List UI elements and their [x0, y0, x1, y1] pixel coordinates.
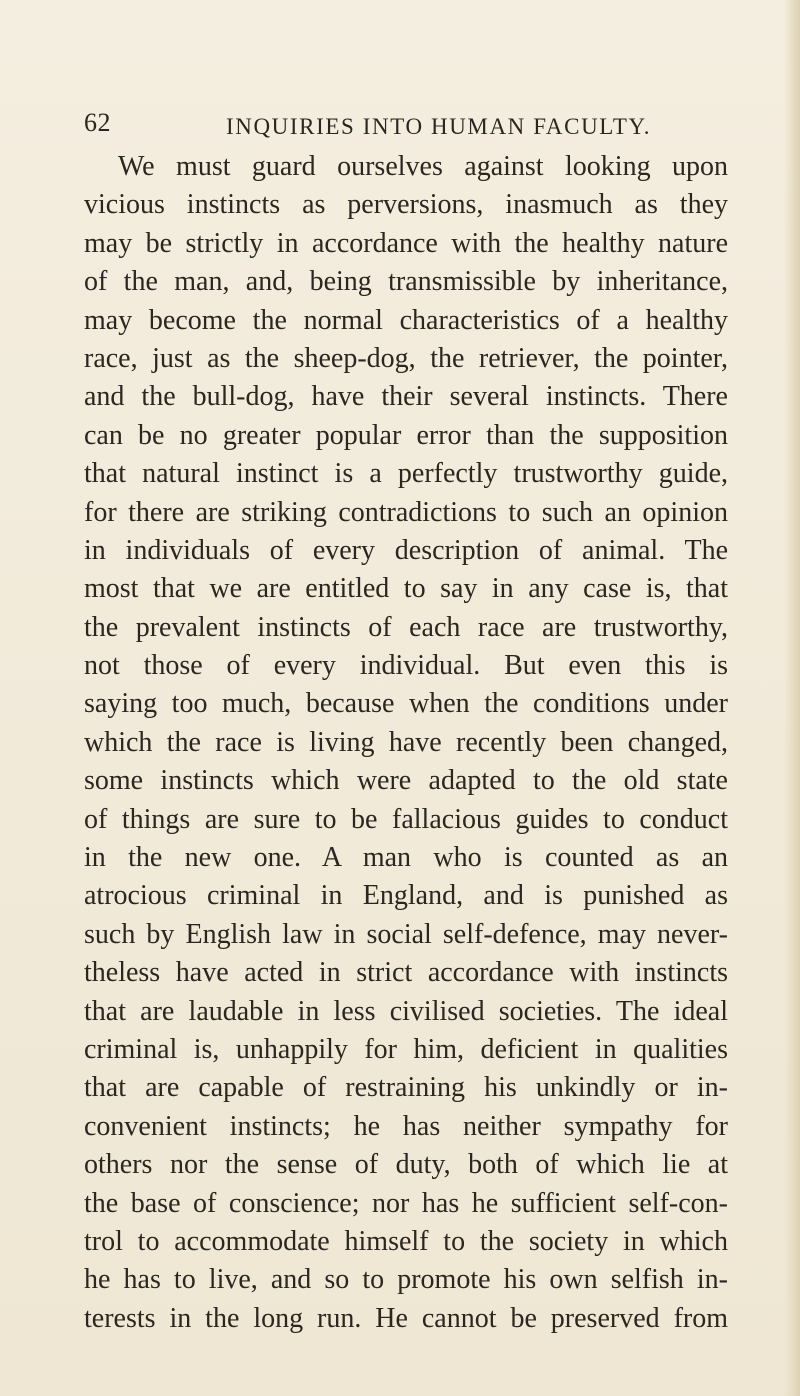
text-line: in the new one. A man who is counted as an	[84, 842, 728, 874]
text-line: of the man, and, being transmissible by inheritance,	[84, 266, 728, 298]
text-line: of things are sure to be fallacious guides to conduct	[84, 803, 728, 835]
text-line: that natural instinct is a perfectly trustworthy guide,	[84, 458, 728, 490]
text-line: that are capable of restraining his unkindly or in-	[84, 1072, 728, 1104]
text-line: for there are striking contradictions to such an opinion	[84, 496, 728, 528]
text-line: atrocious criminal in England, and is punished as	[84, 880, 728, 912]
text-line: and the bull-dog, have their several instincts. There	[84, 381, 728, 413]
text-line: he has to live, and so to promote his own selfish in-	[84, 1264, 728, 1296]
running-head: INQUIRIES INTO HUMAN FACULTY.	[226, 114, 652, 139]
page-edge-shadow	[784, 0, 800, 1396]
text-line: race, just as the sheep-dog, the retriever, the pointer,	[84, 342, 728, 374]
body-text	[84, 148, 728, 1338]
text-line: criminal is, unhappily for him, deficient in qualities	[84, 1033, 728, 1065]
text-line: some instincts which were adapted to the old state	[84, 765, 728, 797]
text-line: convenient instincts; he has neither sympathy for	[84, 1110, 728, 1142]
text-line: vicious instincts as perversions, inasmuch as they	[84, 189, 728, 221]
text-line: others nor the sense of duty, both of which lie at	[84, 1149, 728, 1181]
text-line: trol to accommodate himself to the society in which	[84, 1225, 728, 1257]
text-line: most that we are entitled to say in any case is, that	[84, 573, 728, 605]
text-line: can be no greater popular error than the supposition	[84, 419, 728, 451]
text-line: saying too much, because when the conditions under	[84, 688, 728, 720]
text-line: may be strictly in accordance with the healthy nature	[84, 227, 728, 259]
text-line: that are laudable in less civilised societies. The ideal	[84, 995, 728, 1027]
text-line: the prevalent instincts of each race are trustworthy,	[84, 611, 728, 643]
page-header	[84, 108, 724, 148]
text-line: such by English law in social self-defence, may never-	[84, 918, 728, 950]
text-line: which the race is living have recently been changed,	[84, 726, 728, 758]
text-line: not those of every individual. But even this is	[84, 650, 728, 682]
text-line: terests in the long run. He cannot be preserved from	[84, 1302, 728, 1334]
text-line: the base of conscience; nor has he sufficient self-con-	[84, 1187, 728, 1219]
text-line: may become the normal characteristics of a healthy	[84, 304, 728, 336]
text-line: in individuals of every description of animal. The	[84, 534, 728, 566]
text-line: We must guard ourselves against looking upon	[118, 151, 728, 182]
page-number: 62	[84, 108, 111, 137]
text-line: theless have acted in strict accordance with instincts	[84, 957, 728, 989]
